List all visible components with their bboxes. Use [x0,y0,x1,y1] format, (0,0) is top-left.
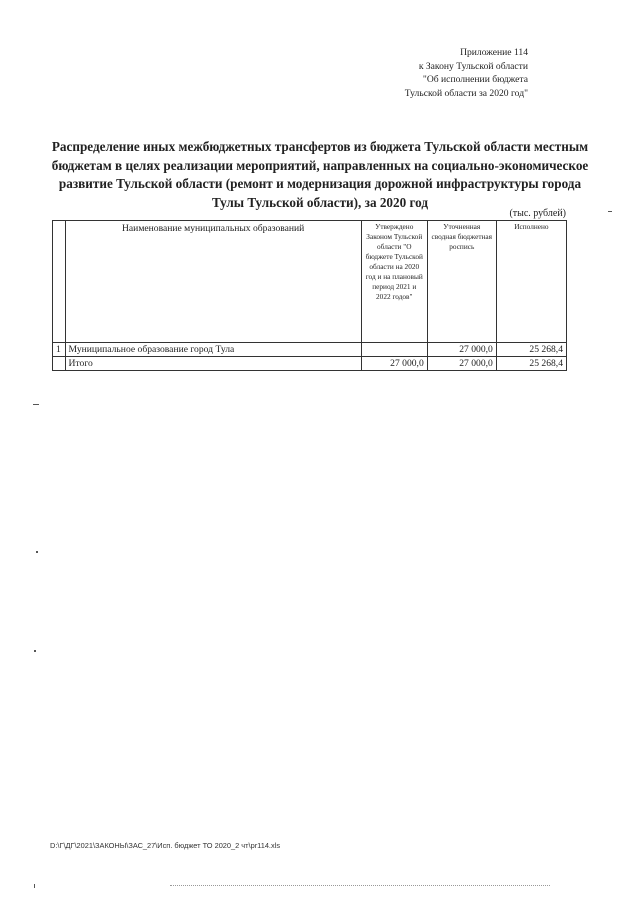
header-name: Наименование муниципальных образований [65,221,361,343]
row-revised: 27 000,0 [427,343,496,357]
total-name: Итого [65,357,361,371]
table-header-row [53,221,567,343]
total-revised: 27 000,0 [427,357,496,371]
appendix-note [328,46,528,100]
scan-dotted-line [170,885,550,887]
units-label: (тыс. рублей) [509,208,566,219]
scan-speck [33,404,39,405]
scan-speck [36,551,38,553]
row-approved [361,343,427,357]
scan-speck [608,211,612,212]
table-total-row [53,357,567,371]
row-name: Муниципальное образование город Тула [65,343,361,357]
appendix-line: Тульской области за 2020 год" [404,87,528,99]
document-title: Распределение иных межбюджетных трансфертов из бюджета Тульской области местным бюджетам в целях реализации мероприятий, направленных на социально-экономическое развитие Тульской области (ремонт и модернизация дорожной инфраструктуры города Тулы Тульской области), за 2020 год [51,139,589,210]
row-executed: 25 268,4 [496,343,566,357]
table-row [53,343,567,357]
appendix-line: "Об исполнении бюджета [422,74,528,85]
scan-speck [34,650,36,652]
header-approved: Утверждено Законом Тульской области "О бюджете Тульской области на 2020 год и на плановый период 2021 и 2022 годов" [361,221,427,343]
total-blank [53,357,66,371]
appendix-line: Приложение 114 [460,47,528,58]
header-revised: Уточненная сводная бюджетная роспись [427,221,496,343]
scan-speck [34,884,35,888]
distribution-table [52,220,567,371]
header-number [53,221,66,343]
total-approved: 27 000,0 [361,357,427,371]
row-number: 1 [53,343,66,357]
total-executed: 25 268,4 [496,357,566,371]
header-executed: Исполнено [496,221,566,343]
file-path: D:\Г\ДГ\2021\ЗАКОНЫ\ЗАС_27\Исп. бюджет ТО 2020_2 чт\pr114.xls [50,841,281,850]
appendix-line: к Закону Тульской области [418,60,528,72]
